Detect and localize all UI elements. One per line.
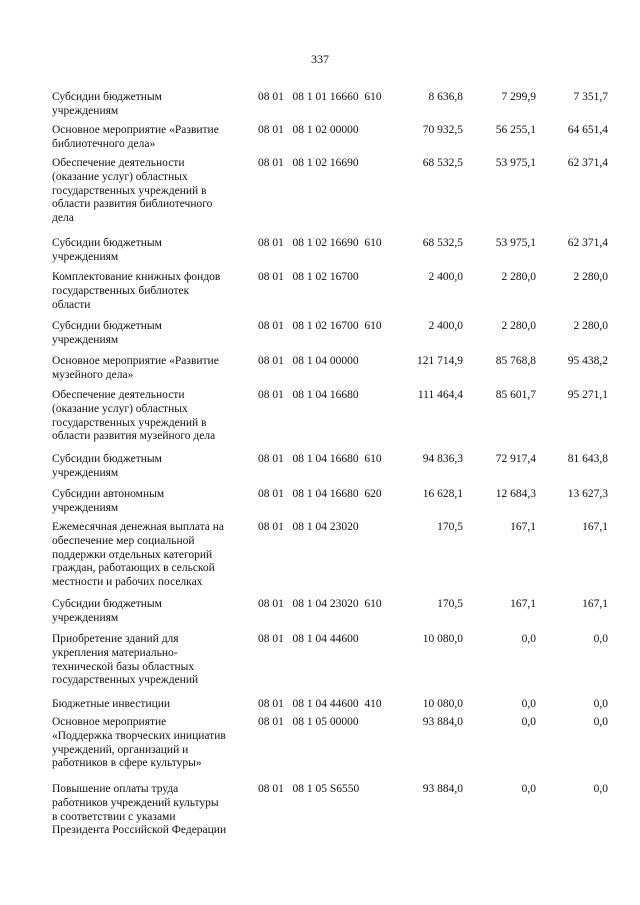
- row-code: 08 01 08 1 04 44600 410: [258, 698, 382, 710]
- row-name: Субсидии бюджетным учреждениям: [52, 453, 162, 479]
- row-code: 08 01 08 1 05 S6550: [258, 783, 360, 795]
- row-value-2: 85 768,8: [495, 355, 536, 367]
- row-value-1: 68 532,5: [422, 157, 463, 169]
- row-name: Повышение оплаты труда работников учреждений культуры в соответствии с указами Президента Российской Федерации: [52, 783, 227, 837]
- row-value-1: 170,5: [437, 521, 463, 533]
- row-code: 08 01 08 1 02 16700 610: [258, 320, 382, 332]
- row-name: Обеспечение деятельности (оказание услуг) областных государственных учреждений в области развития музейного дела: [52, 389, 216, 443]
- row-value-1: 8 636,8: [428, 91, 463, 103]
- row-name: Основное мероприятие «Развитие музейного дела»: [52, 355, 219, 381]
- row-value-3: 0,0: [593, 633, 608, 645]
- row-code: 08 01 08 1 04 23020 610: [258, 598, 382, 610]
- row-name: Основное мероприятие «Развитие библиотечного дела»: [52, 124, 219, 150]
- row-value-2: 56 255,1: [495, 124, 536, 136]
- row-value-2: 12 684,3: [495, 488, 536, 500]
- row-value-2: 2 280,0: [501, 271, 536, 283]
- row-value-3: 62 371,4: [567, 157, 608, 169]
- row-value-1: 68 532,5: [422, 237, 463, 249]
- row-value-1: 70 932,5: [422, 124, 463, 136]
- row-value-2: 2 280,0: [501, 320, 536, 332]
- row-name: Основное мероприятие «Поддержка творческих инициатив учреждений, организаций и работников в сфере культуры»: [52, 716, 226, 770]
- row-value-2: 7 299,9: [501, 91, 536, 103]
- row-value-3: 62 371,4: [567, 237, 608, 249]
- row-code: 08 01 08 1 04 16680 610: [258, 453, 382, 465]
- row-value-2: 85 601,7: [495, 389, 536, 401]
- row-value-1: 10 080,0: [422, 633, 463, 645]
- row-value-2: 72 917,4: [495, 453, 536, 465]
- row-code: 08 01 08 1 04 00000: [258, 355, 359, 367]
- row-value-1: 2 400,0: [428, 271, 463, 283]
- page-number: 337: [311, 52, 329, 66]
- row-name: Комплектование книжных фондов государственных библиотек области: [52, 271, 221, 311]
- row-value-2: 0,0: [521, 783, 536, 795]
- row-code: 08 01 08 1 04 44600: [258, 633, 359, 645]
- row-value-1: 94 836,3: [422, 453, 463, 465]
- row-value-3: 2 280,0: [573, 271, 608, 283]
- row-value-1: 2 400,0: [428, 320, 463, 332]
- row-code: 08 01 08 1 04 23020: [258, 521, 359, 533]
- row-value-2: 167,1: [510, 521, 536, 533]
- row-value-3: 2 280,0: [573, 320, 608, 332]
- row-value-1: 111 464,4: [417, 389, 463, 401]
- row-value-2: 53 975,1: [495, 157, 536, 169]
- row-value-1: 10 080,0: [422, 698, 463, 710]
- row-code: 08 01 08 1 02 16690 610: [258, 237, 382, 249]
- row-value-3: 95 271,1: [567, 389, 608, 401]
- row-name: Субсидии бюджетным учреждениям: [52, 91, 162, 117]
- row-value-2: 167,1: [510, 598, 536, 610]
- row-value-2: 0,0: [521, 633, 536, 645]
- row-code: 08 01 08 1 04 16680 620: [258, 488, 382, 500]
- row-code: 08 01 08 1 01 16660 610: [258, 91, 382, 103]
- row-name: Субсидии бюджетным учреждениям: [52, 598, 162, 624]
- row-name: Субсидии бюджетным учреждениям: [52, 237, 162, 263]
- row-name: Бюджетные инвестиции: [52, 698, 171, 710]
- row-name: Субсидии бюджетным учреждениям: [52, 320, 162, 346]
- row-value-3: 167,1: [582, 521, 608, 533]
- row-code: 08 01 08 1 02 00000: [258, 124, 359, 136]
- row-value-1: 16 628,1: [422, 488, 463, 500]
- row-value-3: 0,0: [593, 716, 608, 728]
- row-code: 08 01 08 1 02 16700: [258, 271, 359, 283]
- row-value-1: 93 884,0: [422, 716, 463, 728]
- row-value-1: 170,5: [437, 598, 463, 610]
- row-value-3: 81 643,8: [567, 453, 608, 465]
- row-value-3: 0,0: [593, 698, 608, 710]
- row-name: Субсидии автономным учреждениям: [52, 488, 165, 514]
- row-code: 08 01 08 1 05 00000: [258, 716, 359, 728]
- row-code: 08 01 08 1 02 16690: [258, 157, 359, 169]
- row-value-3: 7 351,7: [573, 91, 608, 103]
- row-name: Приобретение зданий для укрепления материально- технической базы областных государственных учреждений: [52, 633, 199, 687]
- row-value-1: 93 884,0: [422, 783, 463, 795]
- row-value-3: 95 438,2: [567, 355, 608, 367]
- row-value-3: 13 627,3: [567, 488, 608, 500]
- row-name: Ежемесячная денежная выплата на обеспечение мер социальной поддержки отдельных категорий граждан, работающих в сельской местности и рабочих поселках: [52, 521, 225, 589]
- row-value-3: 167,1: [582, 598, 608, 610]
- row-value-2: 0,0: [521, 698, 536, 710]
- row-value-2: 0,0: [521, 716, 536, 728]
- row-code: 08 01 08 1 04 16680: [258, 389, 359, 401]
- row-value-3: 0,0: [593, 783, 608, 795]
- row-name: Обеспечение деятельности (оказание услуг) областных государственных учреждений в области развития библиотечного дела: [52, 157, 213, 225]
- row-value-2: 53 975,1: [495, 237, 536, 249]
- row-value-1: 121 714,9: [417, 355, 463, 367]
- row-value-3: 64 651,4: [567, 124, 608, 136]
